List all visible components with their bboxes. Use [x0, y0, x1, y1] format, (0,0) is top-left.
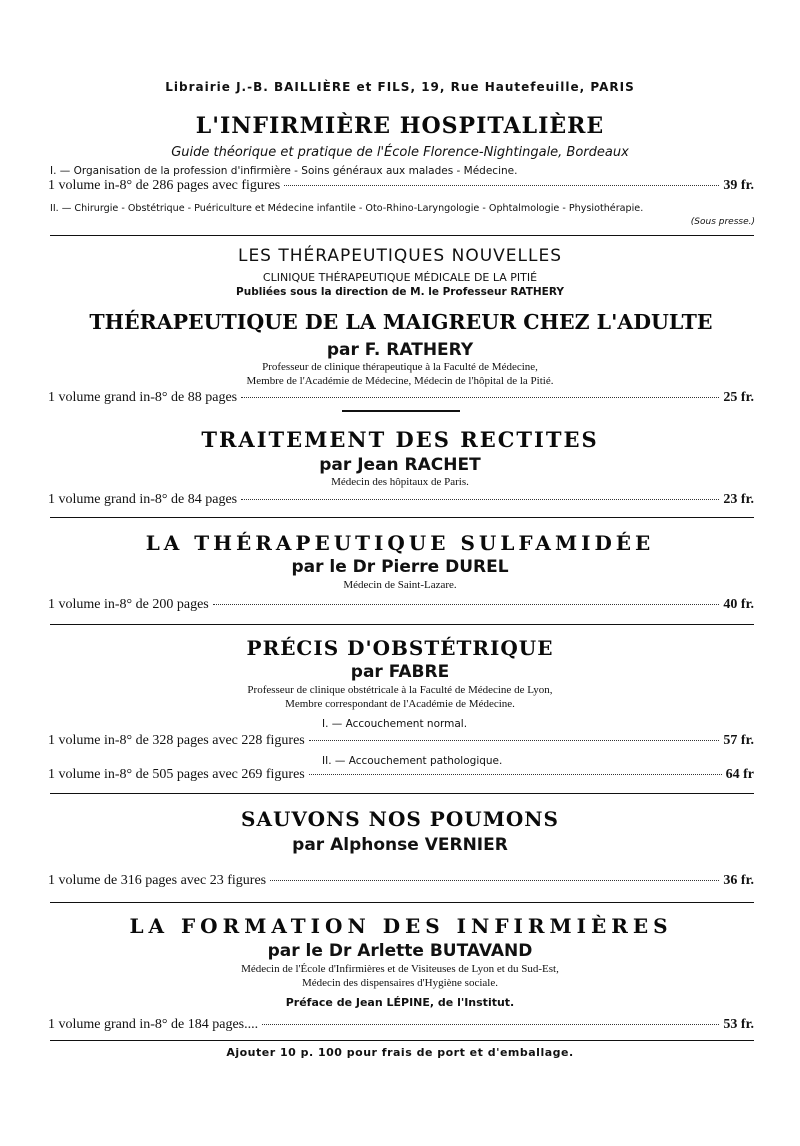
price: 36 fr.	[723, 873, 754, 888]
publisher-header: Librairie J.-B. BAILLIÈRE et FILS, 19, Rue Hautefeuille, PARIS	[165, 80, 635, 94]
price-row	[48, 390, 754, 406]
book-author: par le Dr Arlette BUTAVAND	[267, 941, 533, 961]
divider	[50, 793, 754, 794]
divider	[50, 517, 754, 518]
price-row	[48, 767, 754, 783]
volume-subtitle: I. — Accouchement normal.	[322, 718, 468, 730]
leader-dots	[309, 740, 720, 741]
volume-line: 1 volume in-8° de 200 pages	[48, 597, 209, 612]
volume-line: 1 volume grand in-8° de 184 pages....	[48, 1017, 259, 1032]
shipping-note: Ajouter 10 p. 100 pour frais de port et d'emballage.	[226, 1046, 574, 1059]
author-credentials: Médecin de Saint-Lazare.	[343, 579, 457, 591]
author-credentials: Membre correspondant de l'Académie de Médecine.	[285, 698, 515, 710]
author-credentials: Médecin des hôpitaux de Paris.	[331, 476, 469, 488]
book-title: THÉRAPEUTIQUE DE LA MAIGREUR CHEZ L'ADULTE	[89, 310, 713, 334]
leader-dots	[309, 774, 722, 775]
volume-line: 1 volume de 316 pages avec 23 figures	[48, 873, 267, 888]
divider	[50, 624, 754, 625]
book-title: L'INFIRMIÈRE HOSPITALIÈRE	[195, 113, 605, 139]
price: 53 fr.	[723, 1017, 754, 1032]
series-title: LES THÉRAPEUTIQUES NOUVELLES	[237, 246, 563, 266]
author-credentials: Médecin de l'École d'Infirmières et de Visiteuses de Lyon et du Sud-Est,	[241, 963, 559, 975]
leader-dots	[241, 397, 719, 398]
author-credentials: Professeur de clinique obstétricale à la Faculté de Médecine de Lyon,	[247, 684, 553, 696]
leader-dots	[262, 1024, 719, 1025]
price-row	[48, 492, 754, 508]
price-row	[48, 873, 754, 889]
book-title: LA THÉRAPEUTIQUE SULFAMIDÉE	[145, 531, 655, 555]
volume-line: 1 volume in-8° de 328 pages avec 228 figures	[48, 733, 305, 748]
book-author: par Jean RACHET	[319, 455, 481, 475]
series-direction: Publiées sous la direction de M. le Professeur RATHERY	[236, 286, 564, 298]
volume-line: 1 volume in-8° de 286 pages avec figures	[48, 178, 281, 193]
price: 23 fr.	[723, 492, 754, 507]
book-author: par Alphonse VERNIER	[292, 835, 508, 855]
price-row	[48, 733, 754, 749]
author-credentials: Membre de l'Académie de Médecine, Médecin de l'hôpital de la Pitié.	[246, 375, 554, 387]
book-author: par F. RATHERY	[326, 340, 474, 360]
leader-dots	[284, 185, 719, 186]
volume-description: I. — Organisation de la profession d'infirmière - Soins généraux aux malades - Médecine.	[50, 165, 518, 177]
short-divider	[342, 410, 460, 412]
volume-line: 1 volume in-8° de 505 pages avec 269 figures	[48, 767, 305, 782]
price: 40 fr.	[723, 597, 754, 612]
book-subtitle: Guide théorique et pratique de l'École Florence-Nightingale, Bordeaux	[171, 145, 629, 160]
volume-subtitle: II. — Accouchement pathologique.	[322, 755, 503, 767]
book-title: TRAITEMENT DES RECTITES	[201, 427, 599, 452]
book-title: SAUVONS NOS POUMONS	[241, 807, 559, 831]
leader-dots	[270, 880, 719, 881]
leader-dots	[241, 499, 719, 500]
price-row	[48, 597, 754, 613]
price: 64 fr	[725, 767, 754, 782]
book-title: LA FORMATION DES INFIRMIÈRES	[129, 914, 673, 938]
leader-dots	[213, 604, 720, 605]
price: 25 fr.	[723, 390, 754, 405]
press-note: (Sous presse.)	[690, 217, 755, 227]
price: 39 fr.	[723, 178, 754, 193]
book-author: par FABRE	[350, 662, 450, 682]
volume-description: II. — Chirurgie - Obstétrique - Puériculture et Médecine infantile - Oto-Rhino-Laryngologie - Ophtalmologie - Physiothérapie.	[50, 203, 644, 214]
preface-note: Préface de Jean LÉPINE, de l'Institut.	[285, 996, 515, 1009]
price-row	[48, 1017, 754, 1033]
clinic-name: CLINIQUE THÉRAPEUTIQUE MÉDICALE DE LA PITIÉ	[262, 271, 538, 284]
author-credentials: Professeur de clinique thérapeutique à la Faculté de Médecine,	[262, 361, 538, 373]
price: 57 fr.	[723, 733, 754, 748]
author-credentials: Médecin des dispensaires d'Hygiène sociale.	[302, 977, 498, 989]
price-row	[48, 178, 754, 194]
divider	[50, 902, 754, 903]
book-author: par le Dr Pierre DUREL	[291, 557, 509, 577]
book-title: PRÉCIS D'OBSTÉTRIQUE	[246, 636, 554, 660]
volume-line: 1 volume grand in-8° de 88 pages	[48, 390, 238, 405]
divider	[50, 1040, 754, 1041]
volume-line: 1 volume grand in-8° de 84 pages	[48, 492, 238, 507]
divider	[50, 235, 754, 236]
